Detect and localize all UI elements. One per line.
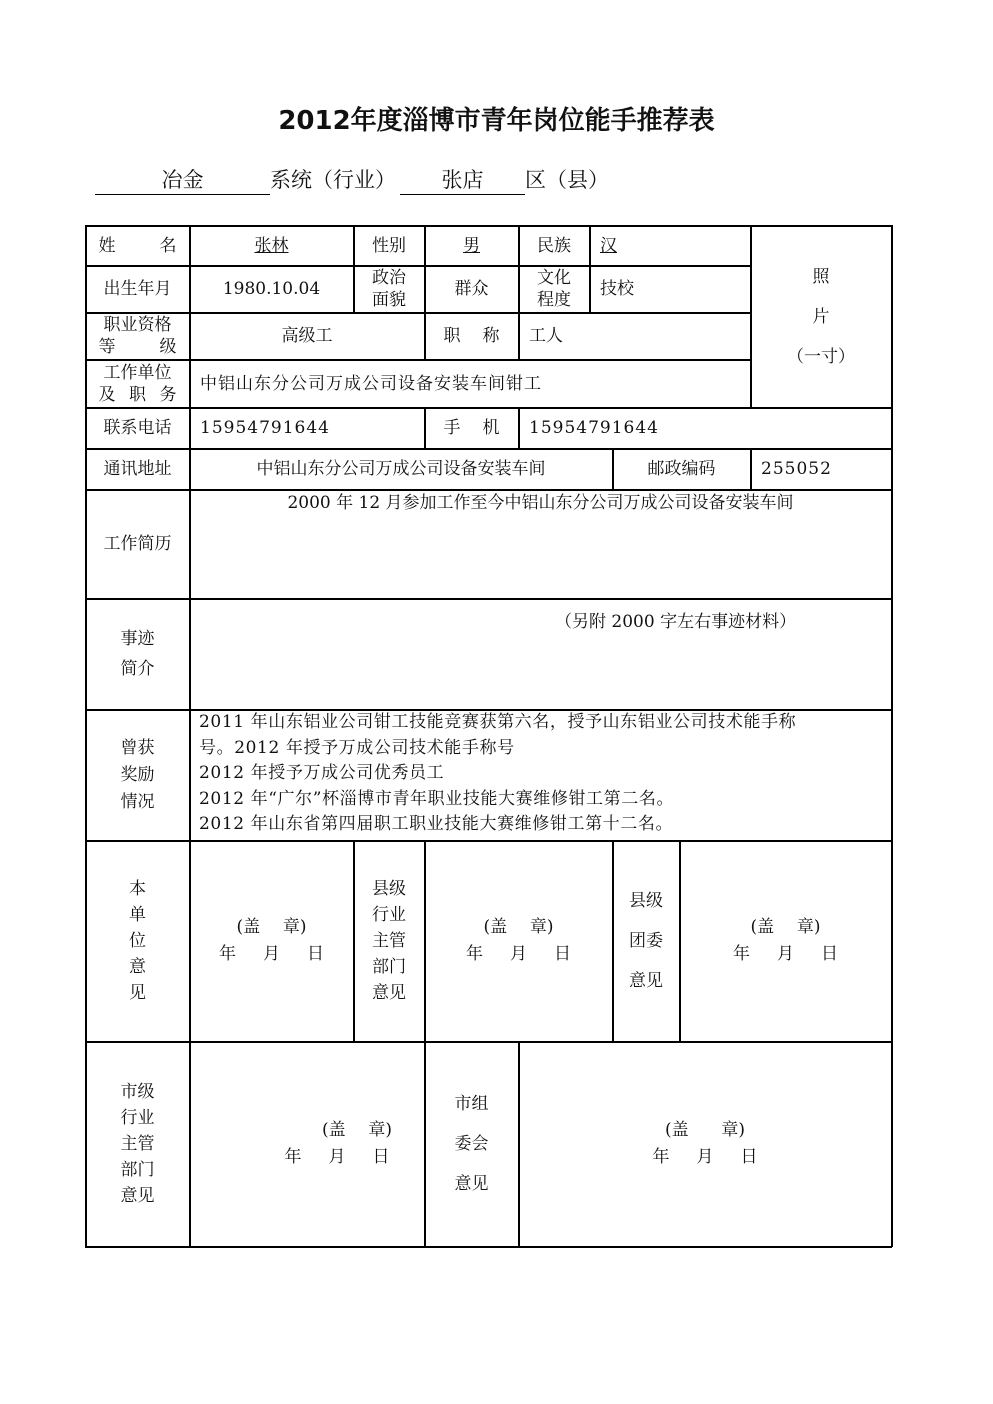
seal-text: 章)	[796, 917, 821, 937]
seal-text: (盖	[322, 1120, 346, 1140]
qualification-value[interactable]: 高级工	[281, 326, 333, 346]
label-char: 等	[98, 337, 116, 357]
deeds-label	[86, 599, 189, 709]
date-day: 日	[307, 944, 324, 964]
label-char: 名	[159, 235, 177, 256]
city-industry-field[interactable]	[190, 1042, 424, 1246]
title-value[interactable]: 工人	[529, 326, 563, 346]
gender-value[interactable]	[425, 226, 518, 265]
date-day: 日	[554, 944, 571, 964]
label-line: 政治	[372, 268, 406, 288]
label-line: 部门	[120, 1160, 155, 1180]
label-line: 委会	[454, 1134, 489, 1154]
award-item: 2012 年山东省第四届职工职业技能大赛维修钳工第十二名。	[199, 814, 674, 835]
date-day: 日	[821, 944, 838, 964]
date-day: 日	[372, 1147, 390, 1167]
ethnicity-label: 民族	[537, 235, 571, 256]
education-value[interactable]: 技校	[600, 279, 634, 299]
label-line: 主管	[372, 931, 406, 951]
label-char: 位	[129, 931, 146, 951]
system-value: 冶金	[95, 166, 270, 195]
ethnicity-value[interactable]	[590, 226, 750, 265]
label-line: 职业资格	[103, 315, 172, 335]
date-month: 月	[510, 944, 527, 964]
seal-text: 章)	[368, 1120, 392, 1140]
date-year: 年	[652, 1147, 670, 1167]
label-line: 意见	[120, 1186, 155, 1206]
photo-label-char: 照	[812, 266, 830, 287]
gender-label: 性别	[372, 235, 406, 256]
gender-text: 男	[463, 235, 480, 256]
label-char: 手	[443, 418, 461, 438]
seal-text: 章)	[282, 917, 307, 937]
political-value[interactable]: 群众	[454, 279, 489, 299]
label-line: 程度	[537, 290, 571, 310]
photo-box	[751, 226, 891, 407]
seal-text: (盖	[483, 917, 508, 937]
mobile-label	[425, 408, 518, 448]
county-league-label	[613, 841, 679, 1041]
award-item: 2012 年授予万成公司优秀员工	[199, 763, 445, 784]
label-line: 市级	[120, 1082, 155, 1102]
birth-label: 出生年月	[103, 279, 172, 299]
address-label: 通讯地址	[103, 459, 172, 479]
label-line: 主管	[120, 1134, 155, 1154]
award-item: 号。2012 年授予万成公司技术能手称号	[199, 737, 515, 758]
label-char: 姓	[98, 235, 116, 256]
unit-opinion-label	[86, 841, 189, 1041]
label-line: 团委	[629, 931, 663, 951]
label-line: 面貌	[372, 290, 406, 310]
label-line: 意见	[372, 983, 406, 1003]
seal-block	[219, 914, 324, 968]
seal-block	[653, 1117, 758, 1171]
education-label	[519, 266, 589, 312]
label-char: 本	[129, 879, 146, 899]
date-month: 月	[696, 1147, 714, 1167]
label-line: 市组	[454, 1094, 489, 1114]
label-char: 职	[129, 384, 146, 405]
address-value[interactable]: 中铝山东分公司万成公司设备安装车间	[256, 459, 546, 479]
photo-size-label: （一寸）	[787, 346, 855, 367]
unit-opinion-field[interactable]	[190, 841, 353, 1041]
city-committee-label	[425, 1042, 518, 1246]
phone-value[interactable]: 15954791644	[200, 418, 330, 438]
photo-label-char: 片	[812, 306, 830, 327]
date-month: 月	[328, 1147, 346, 1167]
seal-block	[466, 914, 571, 968]
label-char: 机	[482, 418, 500, 438]
resume-value[interactable]: 2000 年 12 月参加工作至今中铝山东分公司万成公司设备安装车间	[287, 493, 794, 513]
county-industry-field[interactable]	[425, 841, 612, 1041]
county-industry-label	[354, 841, 424, 1041]
label-char: 及	[98, 384, 116, 405]
county-league-field[interactable]	[680, 841, 891, 1041]
mobile-value[interactable]: 15954791644	[529, 418, 659, 438]
label-line: 奖励	[120, 764, 155, 785]
seal-text: 章)	[529, 917, 554, 937]
label-char: 职	[443, 326, 461, 346]
seal-text: (盖	[236, 917, 261, 937]
political-label	[354, 266, 424, 312]
birth-value[interactable]: 1980.10.04	[222, 279, 321, 299]
label-line: 意见	[454, 1174, 489, 1194]
label-char: 级	[159, 337, 177, 357]
name-value[interactable]	[190, 226, 353, 265]
date-year: 年	[219, 944, 236, 964]
name-text: 张林	[254, 235, 289, 256]
label-line: 事迹	[120, 629, 155, 649]
city-industry-label	[86, 1042, 189, 1246]
page-title: 2012年度淄博市青年岗位能手推荐表	[278, 106, 715, 136]
name-label	[86, 226, 189, 265]
system-label: 系统（行业）	[270, 168, 396, 192]
label-char: 见	[129, 983, 146, 1003]
grid-line	[85, 1246, 892, 1248]
district-label: 区（县）	[525, 168, 609, 192]
city-committee-field[interactable]	[519, 1042, 891, 1246]
label-char: 称	[482, 326, 500, 346]
resume-label: 工作简历	[103, 534, 172, 554]
label-line: 行业	[372, 905, 406, 925]
seal-text: (盖	[750, 917, 775, 937]
awards-label	[86, 710, 189, 840]
grid-line	[85, 598, 892, 600]
district-value: 张店	[400, 166, 525, 195]
label-line: 简介	[120, 659, 155, 679]
label-line: 县级	[629, 891, 663, 911]
label-line: 部门	[372, 957, 406, 977]
phone-label: 联系电话	[103, 418, 172, 438]
date-year: 年	[284, 1147, 302, 1167]
label-line: 工作单位	[103, 362, 172, 383]
label-line: 意见	[629, 971, 663, 991]
seal-block	[282, 1117, 392, 1171]
title-label	[425, 313, 518, 359]
postcode-label: 邮政编码	[647, 459, 716, 479]
date-year: 年	[733, 944, 750, 964]
ethnicity-text: 汉	[600, 235, 617, 256]
label-char: 务	[159, 384, 177, 405]
deeds-note: （另附 2000 字左右事迹材料）	[555, 612, 797, 632]
seal-block	[733, 914, 838, 968]
seal-text: 章)	[721, 1120, 745, 1140]
label-char: 单	[129, 905, 146, 925]
date-month: 月	[777, 944, 794, 964]
qualification-label	[86, 313, 189, 359]
award-item: 2012 年“广尔”杯淄博市青年职业技能大赛维修钳工第二名。	[199, 788, 675, 809]
seal-text: (盖	[665, 1120, 689, 1140]
label-line: 县级	[372, 879, 406, 899]
label-line: 文化	[537, 268, 571, 288]
label-line: 情况	[120, 791, 155, 812]
postcode-value[interactable]: 255052	[761, 459, 832, 479]
workplace-value[interactable]: 中铝山东分公司万成公司设备安装车间钳工	[200, 373, 542, 394]
label-line: 曾获	[120, 737, 155, 758]
label-line: 行业	[120, 1108, 155, 1128]
awards-list[interactable]	[199, 710, 889, 838]
date-month: 月	[263, 944, 280, 964]
workplace-label	[86, 360, 189, 407]
award-item: 2011 年山东铝业公司钳工技能竞赛获第六名，授予山东铝业公司技术能手称	[199, 712, 797, 732]
grid-line	[891, 225, 893, 1247]
date-day: 日	[740, 1147, 758, 1167]
date-year: 年	[466, 944, 483, 964]
label-char: 意	[129, 957, 146, 977]
